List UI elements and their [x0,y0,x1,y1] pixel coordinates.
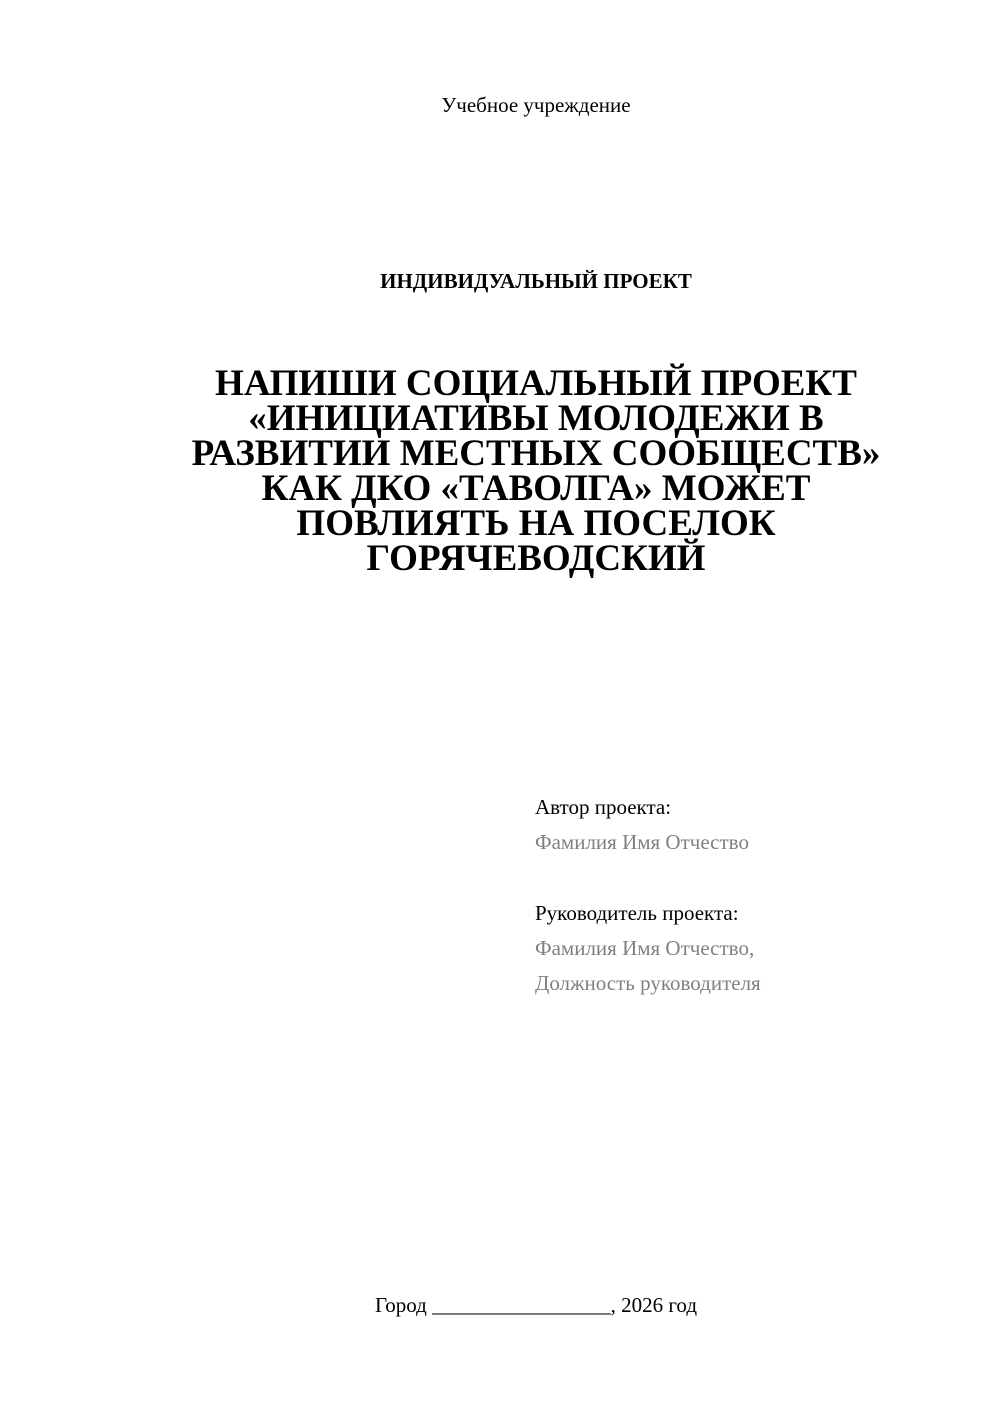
author-name-placeholder: Фамилия Имя Отчество [535,830,749,854]
supervisor-label: Руководитель проекта: [535,901,739,925]
project-title-line: РАЗВИТИИ МЕСТНЫХ СООБЩЕСТВ» [191,433,881,474]
author-label: Автор проекта: [535,795,672,819]
project-title-line: «ИНИЦИАТИВЫ МОЛОДЕЖИ В [248,398,824,439]
supervisor-position-placeholder: Должность руководителя [535,971,761,995]
project-title [150,363,922,579]
project-credits [535,790,955,1001]
spacer [535,860,955,896]
project-title-line: КАК ДКО «ТАВОЛГА» МОЖЕТ [261,468,811,509]
institution-name: Учебное учреждение [441,93,631,117]
supervisor-name-placeholder: Фамилия Имя Отчество, [535,936,755,960]
project-title-line: НАПИШИ СОЦИАЛЬНЫЙ ПРОЕКТ [215,363,857,404]
project-title-line: ГОРЯЧЕВОДСКИЙ [366,538,706,579]
project-title-line: ПОВЛИЯТЬ НА ПОСЕЛОК [296,503,776,544]
city-year-line: Город _________________, 2026 год [374,1293,698,1317]
document-type-heading: ИНДИВИДУАЛЬНЫЙ ПРОЕКТ [380,269,692,293]
